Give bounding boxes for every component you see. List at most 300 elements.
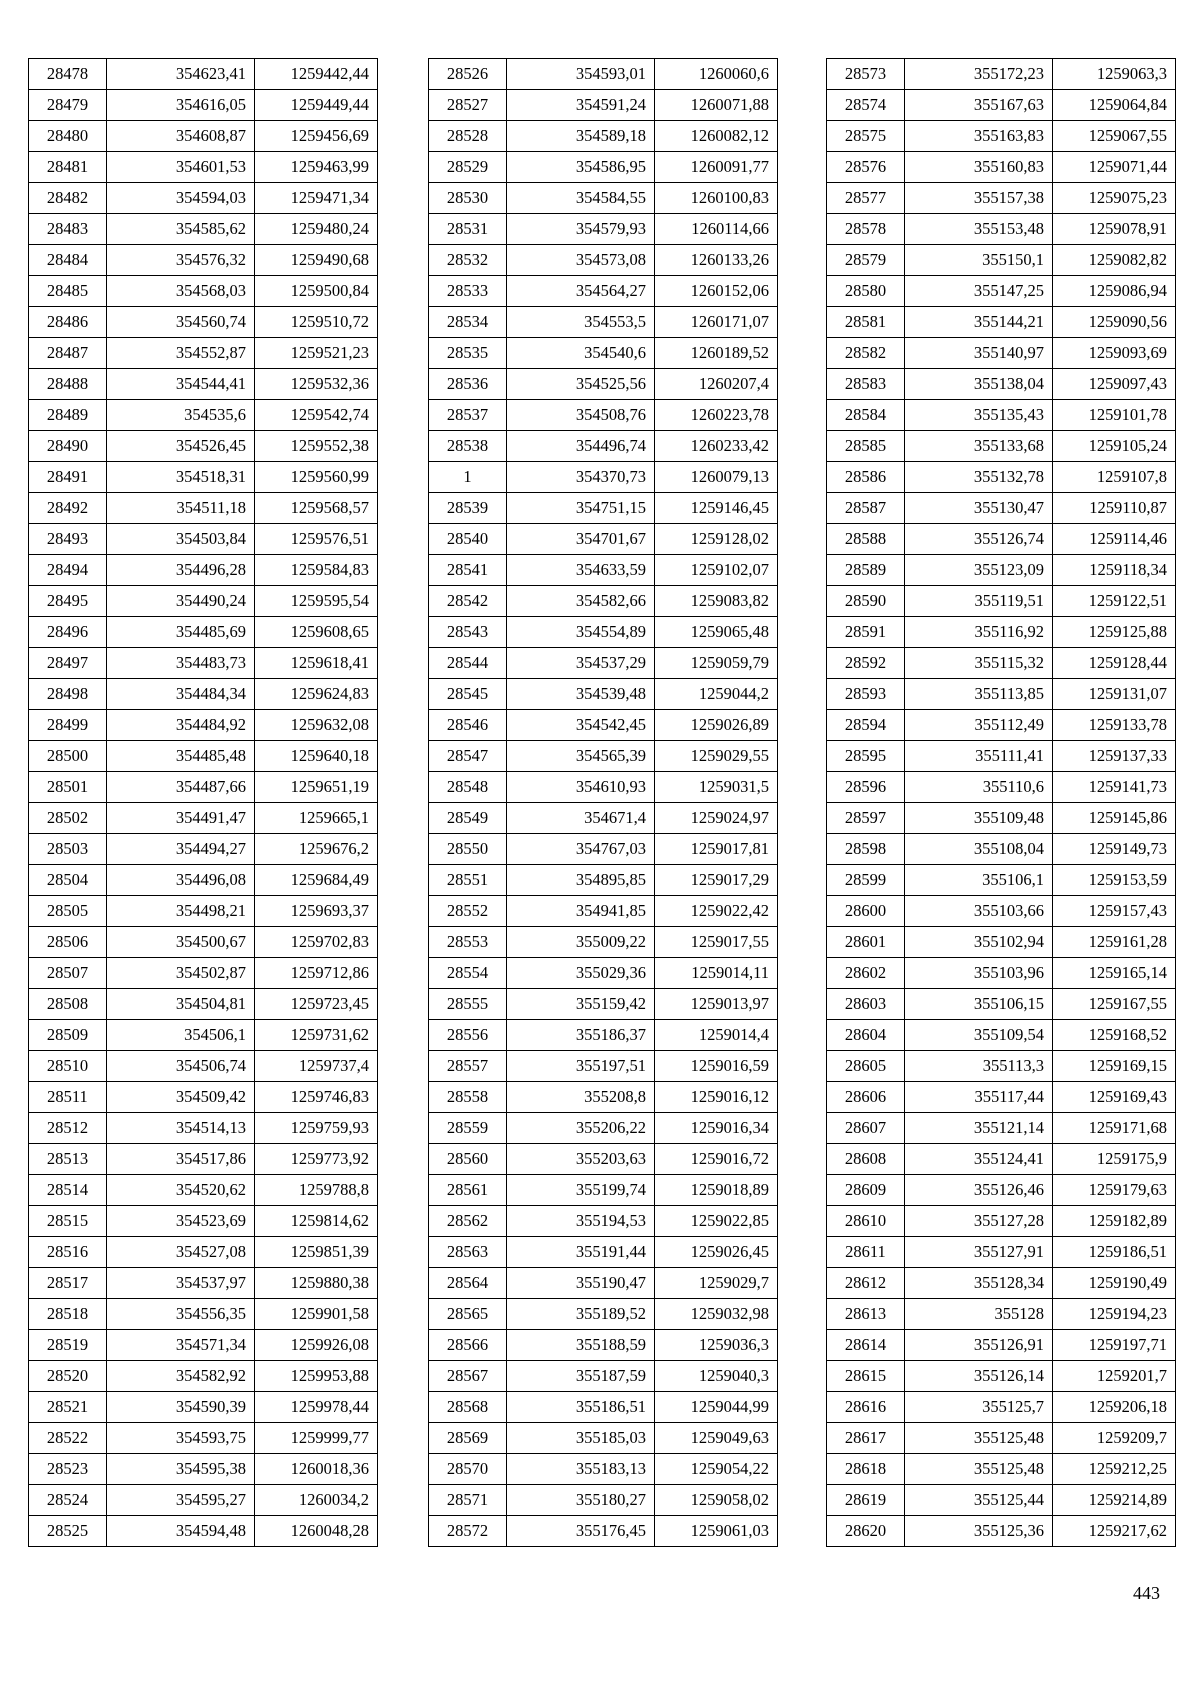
x-coordinate-cell: 354540,6 — [507, 338, 655, 369]
table-row — [827, 1113, 1176, 1144]
x-coordinate-cell: 354370,73 — [507, 462, 655, 493]
point-number-cell: 28526 — [429, 59, 507, 90]
table-row — [429, 710, 778, 741]
point-number-cell: 28603 — [827, 989, 905, 1020]
x-coordinate-cell: 354560,74 — [107, 307, 255, 338]
table-row — [29, 1268, 378, 1299]
point-number-cell: 28564 — [429, 1268, 507, 1299]
x-coordinate-cell: 355029,36 — [507, 958, 655, 989]
y-coordinate-cell: 1259024,97 — [655, 803, 778, 834]
table-row — [827, 1392, 1176, 1423]
table-row — [429, 772, 778, 803]
y-coordinate-cell: 1259206,18 — [1053, 1392, 1176, 1423]
table-row — [29, 338, 378, 369]
table-row — [429, 462, 778, 493]
table-row — [29, 152, 378, 183]
x-coordinate-cell: 355109,54 — [905, 1020, 1053, 1051]
table-row — [827, 1361, 1176, 1392]
x-coordinate-cell: 354701,67 — [507, 524, 655, 555]
y-coordinate-cell: 1259584,83 — [255, 555, 378, 586]
point-number-cell: 28550 — [429, 834, 507, 865]
point-number-cell: 28584 — [827, 400, 905, 431]
point-number-cell: 28506 — [29, 927, 107, 958]
x-coordinate-cell: 355123,09 — [905, 555, 1053, 586]
point-number-cell: 1 — [429, 462, 507, 493]
point-number-cell: 28588 — [827, 524, 905, 555]
table-row — [827, 555, 1176, 586]
y-coordinate-cell: 1259086,94 — [1053, 276, 1176, 307]
point-number-cell: 28576 — [827, 152, 905, 183]
table-row — [827, 152, 1176, 183]
table-row — [827, 524, 1176, 555]
table-row — [29, 307, 378, 338]
y-coordinate-cell: 1259212,25 — [1053, 1454, 1176, 1485]
table-row — [827, 710, 1176, 741]
x-coordinate-cell: 354593,75 — [107, 1423, 255, 1454]
x-coordinate-cell: 354491,47 — [107, 803, 255, 834]
x-coordinate-cell: 354485,48 — [107, 741, 255, 772]
point-number-cell: 28518 — [29, 1299, 107, 1330]
point-number-cell: 28538 — [429, 431, 507, 462]
point-number-cell: 28488 — [29, 369, 107, 400]
x-coordinate-cell: 355117,44 — [905, 1082, 1053, 1113]
point-number-cell: 28547 — [429, 741, 507, 772]
table-row — [827, 1144, 1176, 1175]
table-row — [827, 1485, 1176, 1516]
y-coordinate-cell: 1259031,5 — [655, 772, 778, 803]
point-number-cell: 28581 — [827, 307, 905, 338]
point-number-cell: 28574 — [827, 90, 905, 121]
x-coordinate-cell: 354582,66 — [507, 586, 655, 617]
point-number-cell: 28491 — [29, 462, 107, 493]
point-number-cell: 28553 — [429, 927, 507, 958]
point-number-cell: 28490 — [29, 431, 107, 462]
table-row — [29, 400, 378, 431]
point-number-cell: 28589 — [827, 555, 905, 586]
point-number-cell: 28532 — [429, 245, 507, 276]
point-number-cell: 28611 — [827, 1237, 905, 1268]
x-coordinate-cell: 354496,28 — [107, 555, 255, 586]
y-coordinate-cell: 1259022,85 — [655, 1206, 778, 1237]
x-coordinate-cell: 354573,08 — [507, 245, 655, 276]
table-row — [827, 803, 1176, 834]
table-row — [827, 896, 1176, 927]
x-coordinate-cell: 355126,91 — [905, 1330, 1053, 1361]
point-number-cell: 28567 — [429, 1361, 507, 1392]
table-row — [429, 400, 778, 431]
y-coordinate-cell: 1259773,92 — [255, 1144, 378, 1175]
x-coordinate-cell: 354585,62 — [107, 214, 255, 245]
table-row — [827, 1175, 1176, 1206]
point-number-cell: 28536 — [429, 369, 507, 400]
table-row — [827, 1206, 1176, 1237]
table-row — [29, 1516, 378, 1547]
table-row — [429, 555, 778, 586]
table-row — [29, 1144, 378, 1175]
y-coordinate-cell: 1259013,97 — [655, 989, 778, 1020]
y-coordinate-cell: 1259568,57 — [255, 493, 378, 524]
x-coordinate-cell: 355167,63 — [905, 90, 1053, 121]
y-coordinate-cell: 1260114,66 — [655, 214, 778, 245]
x-coordinate-cell: 354586,95 — [507, 152, 655, 183]
x-coordinate-cell: 354523,69 — [107, 1206, 255, 1237]
point-number-cell: 28489 — [29, 400, 107, 431]
x-coordinate-cell: 354504,81 — [107, 989, 255, 1020]
point-number-cell: 28600 — [827, 896, 905, 927]
x-coordinate-cell: 354895,85 — [507, 865, 655, 896]
table-row — [29, 183, 378, 214]
point-number-cell: 28565 — [429, 1299, 507, 1330]
y-coordinate-cell: 1259133,78 — [1053, 710, 1176, 741]
table-row — [429, 1175, 778, 1206]
y-coordinate-cell: 1259016,59 — [655, 1051, 778, 1082]
x-coordinate-cell: 354537,97 — [107, 1268, 255, 1299]
point-number-cell: 28485 — [29, 276, 107, 307]
point-number-cell: 28569 — [429, 1423, 507, 1454]
x-coordinate-cell: 355191,44 — [507, 1237, 655, 1268]
x-coordinate-cell: 355126,74 — [905, 524, 1053, 555]
x-coordinate-cell: 355172,23 — [905, 59, 1053, 90]
table-row — [827, 400, 1176, 431]
y-coordinate-cell: 1259788,8 — [255, 1175, 378, 1206]
table-row — [429, 834, 778, 865]
x-coordinate-cell: 354582,92 — [107, 1361, 255, 1392]
table-row — [827, 245, 1176, 276]
point-number-cell: 28563 — [429, 1237, 507, 1268]
point-number-cell: 28556 — [429, 1020, 507, 1051]
y-coordinate-cell: 1259093,69 — [1053, 338, 1176, 369]
x-coordinate-cell: 354502,87 — [107, 958, 255, 989]
x-coordinate-cell: 355125,48 — [905, 1423, 1053, 1454]
x-coordinate-cell: 355189,52 — [507, 1299, 655, 1330]
x-coordinate-cell: 354494,27 — [107, 834, 255, 865]
x-coordinate-cell: 354594,48 — [107, 1516, 255, 1547]
table-row — [827, 276, 1176, 307]
y-coordinate-cell: 1260233,42 — [655, 431, 778, 462]
x-coordinate-cell: 355103,96 — [905, 958, 1053, 989]
point-number-cell: 28523 — [29, 1454, 107, 1485]
x-coordinate-cell: 354623,41 — [107, 59, 255, 90]
x-coordinate-cell: 354520,62 — [107, 1175, 255, 1206]
point-number-cell: 28508 — [29, 989, 107, 1020]
y-coordinate-cell: 1259737,4 — [255, 1051, 378, 1082]
x-coordinate-cell: 355133,68 — [905, 431, 1053, 462]
point-number-cell: 28500 — [29, 741, 107, 772]
y-coordinate-cell: 1259449,44 — [255, 90, 378, 121]
point-number-cell: 28511 — [29, 1082, 107, 1113]
table-row — [827, 183, 1176, 214]
x-coordinate-cell: 355153,48 — [905, 214, 1053, 245]
y-coordinate-cell: 1259044,2 — [655, 679, 778, 710]
y-coordinate-cell: 1259059,79 — [655, 648, 778, 679]
point-number-cell: 28554 — [429, 958, 507, 989]
point-number-cell: 28577 — [827, 183, 905, 214]
x-coordinate-cell: 355130,47 — [905, 493, 1053, 524]
x-coordinate-cell: 354554,89 — [507, 617, 655, 648]
x-coordinate-cell: 354496,08 — [107, 865, 255, 896]
point-number-cell: 28587 — [827, 493, 905, 524]
y-coordinate-cell: 1259532,36 — [255, 369, 378, 400]
table-row — [429, 338, 778, 369]
point-number-cell: 28484 — [29, 245, 107, 276]
point-number-cell: 28482 — [29, 183, 107, 214]
point-number-cell: 28544 — [429, 648, 507, 679]
x-coordinate-cell: 354498,21 — [107, 896, 255, 927]
point-number-cell: 28559 — [429, 1113, 507, 1144]
table-row — [429, 121, 778, 152]
point-number-cell: 28515 — [29, 1206, 107, 1237]
y-coordinate-cell: 1259128,44 — [1053, 648, 1176, 679]
y-coordinate-cell: 1259665,1 — [255, 803, 378, 834]
x-coordinate-cell: 354584,55 — [507, 183, 655, 214]
point-number-cell: 28542 — [429, 586, 507, 617]
point-number-cell: 28492 — [29, 493, 107, 524]
table-row — [29, 741, 378, 772]
y-coordinate-cell: 1259194,23 — [1053, 1299, 1176, 1330]
x-coordinate-cell: 355180,27 — [507, 1485, 655, 1516]
table-row — [429, 183, 778, 214]
table-row — [29, 617, 378, 648]
y-coordinate-cell: 1259814,62 — [255, 1206, 378, 1237]
x-coordinate-cell: 354490,24 — [107, 586, 255, 617]
x-coordinate-cell: 354506,74 — [107, 1051, 255, 1082]
y-coordinate-cell: 1259054,22 — [655, 1454, 778, 1485]
y-coordinate-cell: 1259146,45 — [655, 493, 778, 524]
x-coordinate-cell: 354526,45 — [107, 431, 255, 462]
table-row — [29, 679, 378, 710]
table-row — [429, 1330, 778, 1361]
y-coordinate-cell: 1259017,81 — [655, 834, 778, 865]
y-coordinate-cell: 1259851,39 — [255, 1237, 378, 1268]
x-coordinate-cell: 355147,25 — [905, 276, 1053, 307]
point-number-cell: 28598 — [827, 834, 905, 865]
x-coordinate-cell: 354633,59 — [507, 555, 655, 586]
y-coordinate-cell: 1259078,91 — [1053, 214, 1176, 245]
y-coordinate-cell: 1259017,29 — [655, 865, 778, 896]
x-coordinate-cell: 355159,42 — [507, 989, 655, 1020]
x-coordinate-cell: 355106,15 — [905, 989, 1053, 1020]
x-coordinate-cell: 354535,6 — [107, 400, 255, 431]
y-coordinate-cell: 1259595,54 — [255, 586, 378, 617]
y-coordinate-cell: 1259500,84 — [255, 276, 378, 307]
table-row — [29, 90, 378, 121]
y-coordinate-cell: 1259723,45 — [255, 989, 378, 1020]
table-row — [429, 1144, 778, 1175]
point-number-cell: 28486 — [29, 307, 107, 338]
table-row — [29, 1082, 378, 1113]
point-number-cell: 28561 — [429, 1175, 507, 1206]
point-number-cell: 28557 — [429, 1051, 507, 1082]
table-row — [429, 90, 778, 121]
table-row — [29, 1206, 378, 1237]
x-coordinate-cell: 355128,34 — [905, 1268, 1053, 1299]
x-coordinate-cell: 354525,56 — [507, 369, 655, 400]
x-coordinate-cell: 355125,7 — [905, 1392, 1053, 1423]
table-row — [29, 927, 378, 958]
x-coordinate-cell: 354518,31 — [107, 462, 255, 493]
x-coordinate-cell: 354671,4 — [507, 803, 655, 834]
point-number-cell: 28494 — [29, 555, 107, 586]
point-number-cell: 28582 — [827, 338, 905, 369]
point-number-cell: 28502 — [29, 803, 107, 834]
y-coordinate-cell: 1259693,37 — [255, 896, 378, 927]
point-number-cell: 28593 — [827, 679, 905, 710]
y-coordinate-cell: 1259063,3 — [1053, 59, 1176, 90]
y-coordinate-cell: 1259608,65 — [255, 617, 378, 648]
table-row — [827, 431, 1176, 462]
x-coordinate-cell: 355116,92 — [905, 617, 1053, 648]
x-coordinate-cell: 354483,73 — [107, 648, 255, 679]
table-row — [29, 245, 378, 276]
y-coordinate-cell: 1259071,44 — [1053, 152, 1176, 183]
x-coordinate-cell: 355132,78 — [905, 462, 1053, 493]
point-number-cell: 28541 — [429, 555, 507, 586]
table-row — [429, 431, 778, 462]
y-coordinate-cell: 1259061,03 — [655, 1516, 778, 1547]
x-coordinate-cell: 355138,04 — [905, 369, 1053, 400]
x-coordinate-cell: 355188,59 — [507, 1330, 655, 1361]
table-row — [827, 1330, 1176, 1361]
coordinate-table-2 — [428, 58, 778, 1547]
y-coordinate-cell: 1259746,83 — [255, 1082, 378, 1113]
table-row — [827, 1237, 1176, 1268]
y-coordinate-cell: 1259186,51 — [1053, 1237, 1176, 1268]
table-row — [29, 1423, 378, 1454]
x-coordinate-cell: 355126,14 — [905, 1361, 1053, 1392]
table-row — [429, 1392, 778, 1423]
table-row — [29, 803, 378, 834]
y-coordinate-cell: 1259214,89 — [1053, 1485, 1176, 1516]
table-row — [29, 59, 378, 90]
table-row — [827, 59, 1176, 90]
table-row — [429, 803, 778, 834]
table-row — [429, 307, 778, 338]
point-number-cell: 28528 — [429, 121, 507, 152]
table-row — [29, 772, 378, 803]
y-coordinate-cell: 1259118,34 — [1053, 555, 1176, 586]
point-number-cell: 28516 — [29, 1237, 107, 1268]
y-coordinate-cell: 1259880,38 — [255, 1268, 378, 1299]
table-row — [429, 369, 778, 400]
x-coordinate-cell: 355135,43 — [905, 400, 1053, 431]
x-coordinate-cell: 354595,27 — [107, 1485, 255, 1516]
point-number-cell: 28504 — [29, 865, 107, 896]
table-row — [827, 1516, 1176, 1547]
x-coordinate-cell: 355009,22 — [507, 927, 655, 958]
table-row — [429, 1237, 778, 1268]
y-coordinate-cell: 1259702,83 — [255, 927, 378, 958]
point-number-cell: 28530 — [429, 183, 507, 214]
x-coordinate-cell: 355190,47 — [507, 1268, 655, 1299]
table-row — [429, 1361, 778, 1392]
y-coordinate-cell: 1259712,86 — [255, 958, 378, 989]
point-number-cell: 28487 — [29, 338, 107, 369]
point-number-cell: 28533 — [429, 276, 507, 307]
table-row — [429, 741, 778, 772]
table-row — [29, 1299, 378, 1330]
y-coordinate-cell: 1259157,43 — [1053, 896, 1176, 927]
y-coordinate-cell: 1260071,88 — [655, 90, 778, 121]
x-coordinate-cell: 354610,93 — [507, 772, 655, 803]
point-number-cell: 28517 — [29, 1268, 107, 1299]
point-number-cell: 28566 — [429, 1330, 507, 1361]
y-coordinate-cell: 1259217,62 — [1053, 1516, 1176, 1547]
table-row — [29, 586, 378, 617]
x-coordinate-cell: 355126,46 — [905, 1175, 1053, 1206]
point-number-cell: 28591 — [827, 617, 905, 648]
point-number-cell: 28605 — [827, 1051, 905, 1082]
y-coordinate-cell: 1259471,34 — [255, 183, 378, 214]
x-coordinate-cell: 354608,87 — [107, 121, 255, 152]
y-coordinate-cell: 1259026,89 — [655, 710, 778, 741]
y-coordinate-cell: 1259651,19 — [255, 772, 378, 803]
point-number-cell: 28480 — [29, 121, 107, 152]
table-row — [429, 679, 778, 710]
y-coordinate-cell: 1259064,84 — [1053, 90, 1176, 121]
y-coordinate-cell: 1259153,59 — [1053, 865, 1176, 896]
point-number-cell: 28535 — [429, 338, 507, 369]
table-row — [429, 1206, 778, 1237]
point-number-cell: 28499 — [29, 710, 107, 741]
point-number-cell: 28597 — [827, 803, 905, 834]
y-coordinate-cell: 1259022,42 — [655, 896, 778, 927]
y-coordinate-cell: 1259141,73 — [1053, 772, 1176, 803]
table-row — [29, 121, 378, 152]
table-row — [429, 989, 778, 1020]
point-number-cell: 28590 — [827, 586, 905, 617]
x-coordinate-cell: 355144,21 — [905, 307, 1053, 338]
point-number-cell: 28509 — [29, 1020, 107, 1051]
x-coordinate-cell: 355110,6 — [905, 772, 1053, 803]
y-coordinate-cell: 1259161,28 — [1053, 927, 1176, 958]
y-coordinate-cell: 1259201,7 — [1053, 1361, 1176, 1392]
y-coordinate-cell: 1259901,58 — [255, 1299, 378, 1330]
point-number-cell: 28503 — [29, 834, 107, 865]
y-coordinate-cell: 1260079,13 — [655, 462, 778, 493]
y-coordinate-cell: 1259456,69 — [255, 121, 378, 152]
x-coordinate-cell: 355108,04 — [905, 834, 1053, 865]
y-coordinate-cell: 1259067,55 — [1053, 121, 1176, 152]
y-coordinate-cell: 1259105,24 — [1053, 431, 1176, 462]
y-coordinate-cell: 1259137,33 — [1053, 741, 1176, 772]
y-coordinate-cell: 1259014,4 — [655, 1020, 778, 1051]
x-coordinate-cell: 354595,38 — [107, 1454, 255, 1485]
y-coordinate-cell: 1260034,2 — [255, 1485, 378, 1516]
point-number-cell: 28617 — [827, 1423, 905, 1454]
point-number-cell: 28571 — [429, 1485, 507, 1516]
x-coordinate-cell: 355150,1 — [905, 245, 1053, 276]
x-coordinate-cell: 355125,48 — [905, 1454, 1053, 1485]
x-coordinate-cell: 355160,83 — [905, 152, 1053, 183]
x-coordinate-cell: 354594,03 — [107, 183, 255, 214]
y-coordinate-cell: 1259017,55 — [655, 927, 778, 958]
y-coordinate-cell: 1260133,26 — [655, 245, 778, 276]
table-row — [29, 1454, 378, 1485]
x-coordinate-cell: 354941,85 — [507, 896, 655, 927]
y-coordinate-cell: 1260100,83 — [655, 183, 778, 214]
x-coordinate-cell: 354576,32 — [107, 245, 255, 276]
y-coordinate-cell: 1259926,08 — [255, 1330, 378, 1361]
table-row — [29, 493, 378, 524]
x-coordinate-cell: 354767,03 — [507, 834, 655, 865]
table-row — [429, 1268, 778, 1299]
x-coordinate-cell: 354542,45 — [507, 710, 655, 741]
point-number-cell: 28601 — [827, 927, 905, 958]
x-coordinate-cell: 354484,34 — [107, 679, 255, 710]
y-coordinate-cell: 1259169,15 — [1053, 1051, 1176, 1082]
x-coordinate-cell: 354564,27 — [507, 276, 655, 307]
table-row — [429, 245, 778, 276]
